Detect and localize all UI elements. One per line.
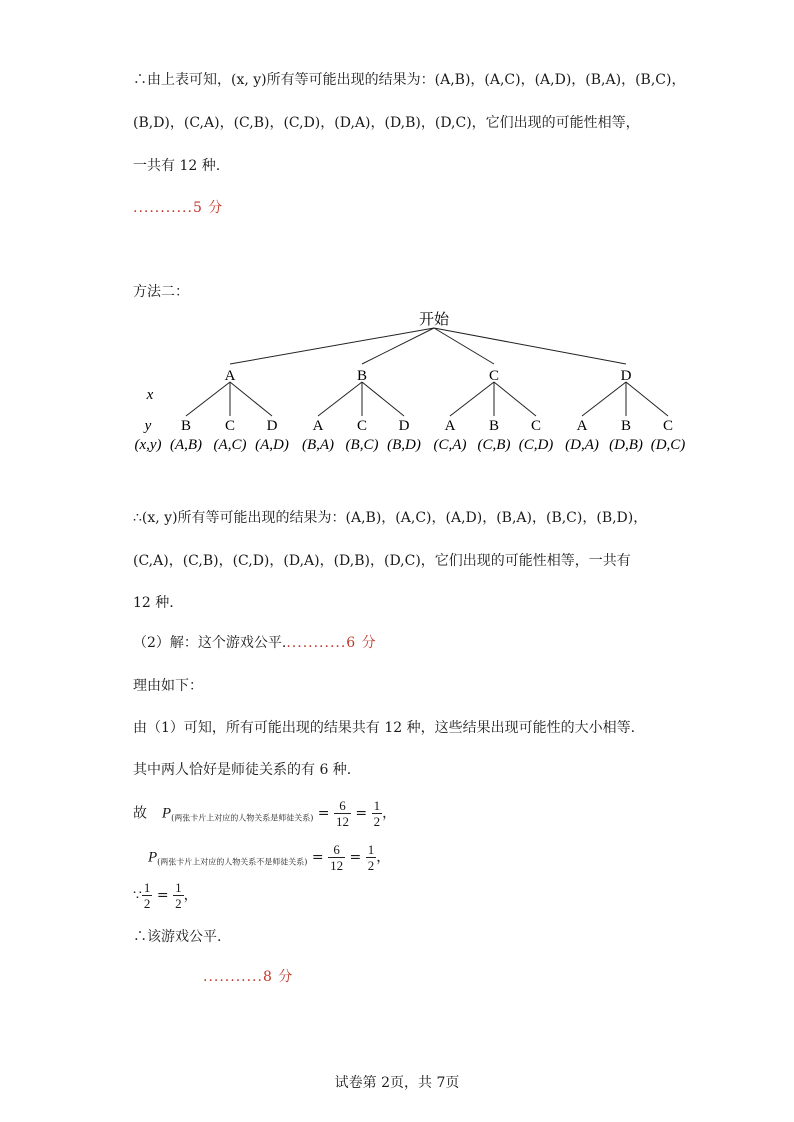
tree-row-xy-label: (x,y) [134,437,162,453]
tree-outcome: (B,A) [301,437,335,453]
fraction-1-2-a: $\frac{1}{2}$ [373,798,381,829]
method2-heading: 方法二： [133,284,189,300]
p-symbol-2: P [148,849,158,866]
tree-level1-node: A [224,368,236,384]
p1-subscript: (两张卡片上对应的人物关系是师徒关系) [171,813,314,823]
part2-answer-score: ...........6 分 [286,635,377,651]
tree-outcome: (A,C) [213,437,247,453]
tree-level2-node: C [662,418,674,434]
tree-outcome: (A,B) [169,437,203,453]
tree-outcome: (B,D) [387,437,421,453]
method2-line2: (C,A)，(C,B)，(C,D)，(D,A)，(D,B)，(D,C)，它们出现的可能性相等，一共有 [133,553,631,569]
fraction-1-2-d: $\frac{1}{2}$ [175,880,182,911]
because-symbol: ∵ [133,887,142,904]
conclusion: ∴该游戏公平. [133,929,222,945]
tree-level2-node: A [444,418,456,434]
probability-1: 故 $P_{(两张卡片上对应的人物关系是师徒关系)}$ = $\frac{6}{12}$ = $\frac{1}{2}$ ， [133,798,397,829]
method2-line3: 12 种. [133,595,174,611]
method2-line1: ∴(x, y)所有等可能出现的结果为：(A,B)，(A,C)，(A,D)，(B,A)，(B,C)，(B,D)， [133,510,648,526]
fraction-6-12-b: $\frac{6}{12}$ [330,842,344,873]
tree-outcome: (B,C) [345,437,379,453]
tree-level2-node: A [312,418,324,434]
method1-line3: 一共有 12 种. [133,158,221,174]
method1-line2: (B,D)，(C,A)，(C,B)，(C,D)，(D,A)，(D,B)，(D,C)，它们出现的可能性相等， [133,115,640,131]
tree-outcome: (C,B) [477,437,511,453]
tree-outcome: (A,D) [255,437,289,453]
page-footer: 试卷第 2页，共 7页 [334,1075,460,1091]
final-score: ...........8 分 [203,969,294,985]
tree-level1-node: D [620,368,632,384]
tree-outcome: (D,C) [650,437,686,453]
method1-line1: ∴由上表可知，(x, y)所有等可能出现的结果为：(A,B)，(A,C)，(A,D)，(B,A)，(B,C)， [133,72,686,88]
tree-level2-node: C [224,418,236,434]
fraction-6-12-a: $\frac{6}{12}$ [335,798,349,829]
p-symbol-1: P [161,805,172,822]
p2-subscript: (两张卡片上对应的人物关系不是师徒关系) [157,857,308,867]
tree-level1-node: C [488,368,500,384]
gu-label: 故 [133,805,147,822]
reason-2: 其中两人恰好是师徒关系的有 6 种. [133,762,352,778]
part2-answer-line [133,633,377,653]
tree-row-y-label: y [144,418,152,434]
reason-1: 由（1）可知，所有可能出现的结果共有 12 种，这些结果出现可能性的大小相等. [133,720,636,736]
tree-root: 开始 [418,310,450,328]
tree-level2-node: B [180,418,192,434]
fraction-1-2-b: $\frac{1}{2}$ [367,842,375,873]
tree-outcome: (C,A) [433,437,467,453]
tree-outcome: (D,A) [565,437,599,453]
tree-diagram [128,300,698,460]
tree-row-x-label: x [146,387,154,403]
tree-level2-node: C [356,418,368,434]
tree-level2-node: D [398,418,410,434]
because-line: ∵ $\frac{1}{2}$ = $\frac{1}{2}$ ， [133,880,198,911]
tree-level2-node: D [266,418,278,434]
part2-answer: （2）解：这个游戏公平. [133,635,287,651]
probability-2: $P_{(两张卡片上对应的人物关系不是师徒关系)}$ = $\frac{6}{12}$ = $\frac{1}{2}$ ， [148,842,391,873]
fraction-1-2-c: $\frac{1}{2}$ [143,880,151,911]
method1-score: ...........5 分 [133,200,224,216]
tree-outcome: (D,B) [609,437,643,453]
tree-outcome: (C,D) [518,437,554,453]
tree-level2-node: B [488,418,500,434]
tree-level1-node: B [356,368,368,384]
tree-level2-node: B [620,418,632,434]
reason-heading: 理由如下： [133,678,203,694]
tree-level2-node: A [576,418,588,434]
tree-level2-node: C [530,418,542,434]
